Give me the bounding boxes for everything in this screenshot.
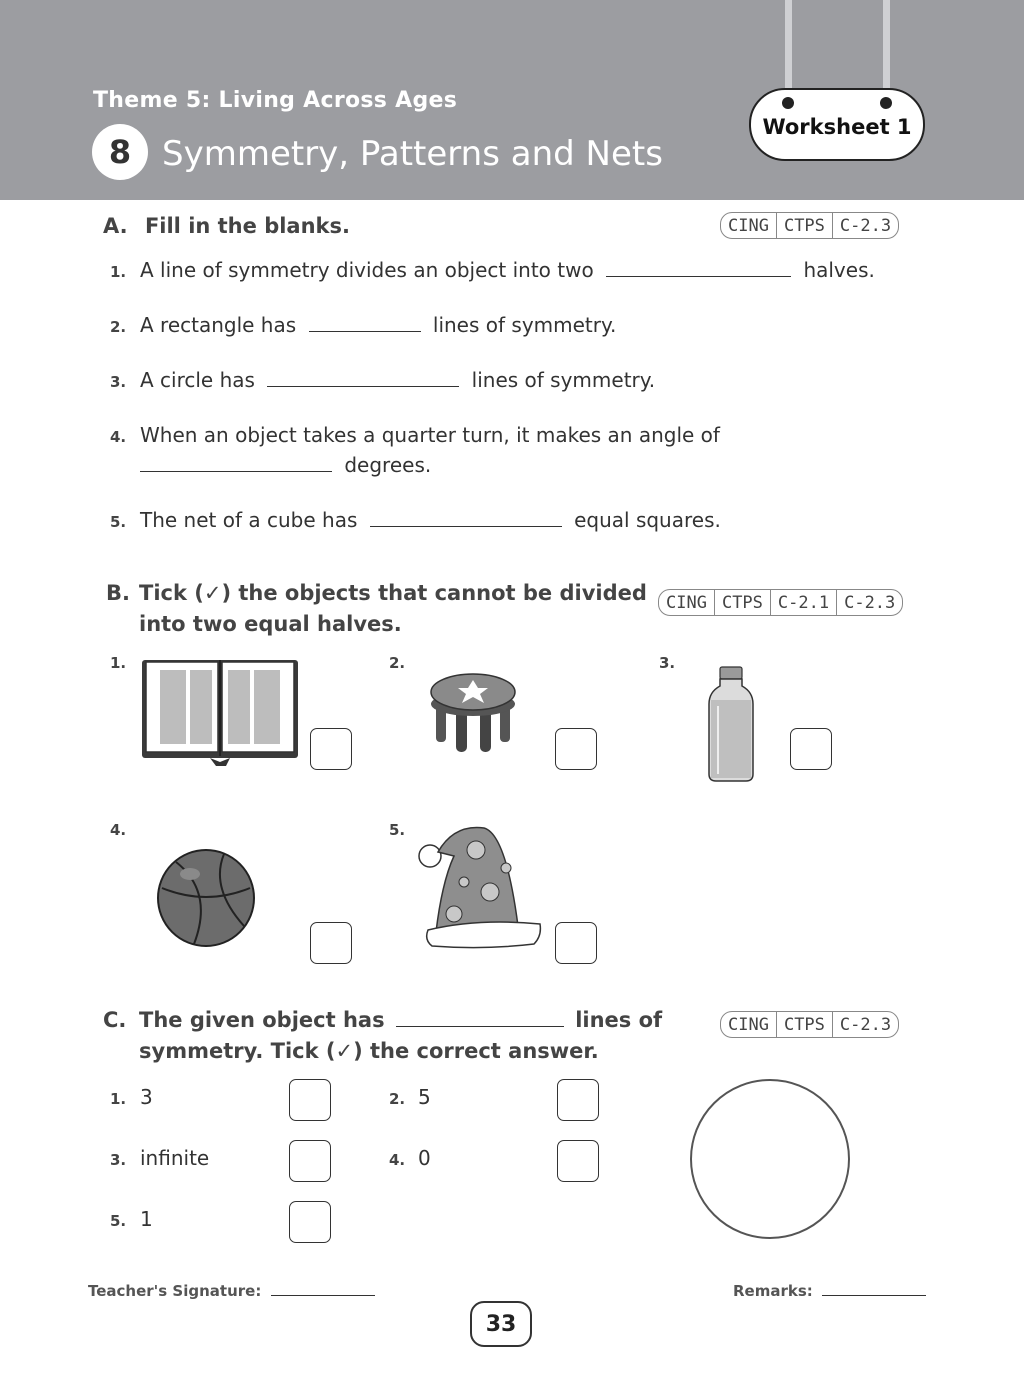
question-text: When an object takes a quarter turn, it makes an angle of (140, 423, 720, 447)
page-number: 33 (470, 1301, 532, 1347)
option-number: 4. (389, 1151, 406, 1169)
item-number: 3. (659, 654, 676, 672)
tag: CING (659, 590, 715, 615)
teacher-signature-label: Teacher's Signature: (88, 1282, 262, 1300)
section-b-tags (658, 589, 903, 616)
option-label: 3 (140, 1085, 153, 1109)
tick-box-item-4[interactable] (310, 922, 352, 964)
section-c-title-before: The given object has (139, 1008, 385, 1032)
tag: C-2.3 (844, 592, 896, 613)
answer-blank[interactable] (606, 257, 791, 277)
option-label: 1 (140, 1207, 153, 1231)
teacher-signature (88, 1282, 375, 1300)
tag: C-2.3 (839, 1014, 892, 1035)
tick-box-option-1[interactable] (289, 1079, 331, 1121)
section-a-letter: A. (103, 214, 128, 238)
question-text: lines of symmetry. (432, 313, 617, 337)
chapter-number: 8 (92, 124, 148, 180)
hanging-string-left (785, 0, 792, 100)
tick-box-option-3[interactable] (289, 1140, 331, 1182)
section-c-heading (103, 1005, 663, 1067)
question-number: 3. (110, 373, 127, 391)
option-number: 5. (110, 1212, 127, 1230)
tick-box-option-5[interactable] (289, 1201, 331, 1243)
answer-blank[interactable] (140, 452, 332, 472)
circle-shape-icon (688, 1078, 852, 1240)
section-c-title-2: symmetry. Tick (✓) the correct answer. (139, 1039, 599, 1063)
tick-box-option-4[interactable] (557, 1140, 599, 1182)
item-number: 1. (110, 654, 127, 672)
question-a4 (140, 420, 720, 480)
remarks-line[interactable] (822, 1286, 926, 1296)
tag: CTPS (715, 590, 771, 615)
question-number: 5. (110, 513, 127, 531)
tag: CTPS (777, 213, 833, 238)
question-number: 1. (110, 263, 127, 281)
hanging-string-right (883, 0, 890, 100)
question-a5 (140, 505, 721, 535)
stool-icon (428, 668, 518, 756)
party-hat-icon (414, 822, 544, 952)
tick-box-item-3[interactable] (790, 728, 832, 770)
question-text: degrees. (344, 453, 432, 477)
question-text: halves. (803, 258, 875, 282)
item-number: 2. (389, 654, 406, 672)
section-b-title-1: Tick (✓) the objects that cannot be divided (139, 581, 647, 605)
answer-blank[interactable] (267, 367, 459, 387)
question-a3 (140, 365, 655, 395)
option-label: 5 (418, 1085, 431, 1109)
item-number: 4. (110, 821, 127, 839)
section-a-heading (103, 211, 350, 242)
signature-line[interactable] (271, 1286, 375, 1296)
section-b-title-2: into two equal halves. (139, 612, 402, 636)
worksheet-badge: Worksheet 1 (749, 88, 925, 161)
question-number: 4. (110, 428, 127, 446)
question-text: equal squares. (574, 508, 721, 532)
question-text: The net of a cube has (140, 508, 358, 532)
option-label: infinite (140, 1146, 210, 1170)
question-number: 2. (110, 318, 127, 336)
bottle-icon (706, 666, 756, 784)
theme-title: Theme 5: Living Across Ages (93, 88, 458, 113)
tag: CING (721, 1012, 777, 1037)
section-b-heading (106, 578, 666, 640)
tick-box-option-2[interactable] (557, 1079, 599, 1121)
tick-box-item-1[interactable] (310, 728, 352, 770)
answer-blank[interactable] (309, 312, 421, 332)
question-a1 (140, 255, 875, 285)
ring-right (880, 97, 892, 109)
section-c-letter: C. (103, 1008, 127, 1032)
chapter-title: Symmetry, Patterns and Nets (162, 134, 663, 174)
tag: CTPS (777, 1012, 833, 1037)
section-b-letter: B. (106, 581, 130, 605)
section-c-tags (720, 1011, 899, 1038)
item-number: 5. (389, 821, 406, 839)
remarks (733, 1282, 926, 1300)
tick-box-item-5[interactable] (555, 922, 597, 964)
question-text: A line of symmetry divides an object into two (140, 258, 594, 282)
question-text: A circle has (140, 368, 255, 392)
question-a2 (140, 310, 616, 340)
open-book-icon (140, 656, 300, 768)
option-label: 0 (418, 1146, 431, 1170)
option-number: 3. (110, 1151, 127, 1169)
section-a-title: Fill in the blanks. (144, 214, 350, 238)
answer-blank[interactable] (396, 1007, 564, 1027)
tick-box-item-2[interactable] (555, 728, 597, 770)
option-number: 1. (110, 1090, 127, 1108)
question-text: lines of symmetry. (471, 368, 656, 392)
tag: CING (721, 213, 777, 238)
ball-icon (154, 848, 258, 948)
option-number: 2. (389, 1090, 406, 1108)
remarks-label: Remarks: (733, 1282, 813, 1300)
section-c-title-after: lines of (575, 1008, 663, 1032)
ring-left (782, 97, 794, 109)
section-a-tags (720, 212, 899, 239)
question-text: A rectangle has (140, 313, 297, 337)
tag: C-2.3 (839, 215, 892, 236)
tag: C-2.1 (771, 590, 837, 615)
answer-blank[interactable] (370, 507, 562, 527)
